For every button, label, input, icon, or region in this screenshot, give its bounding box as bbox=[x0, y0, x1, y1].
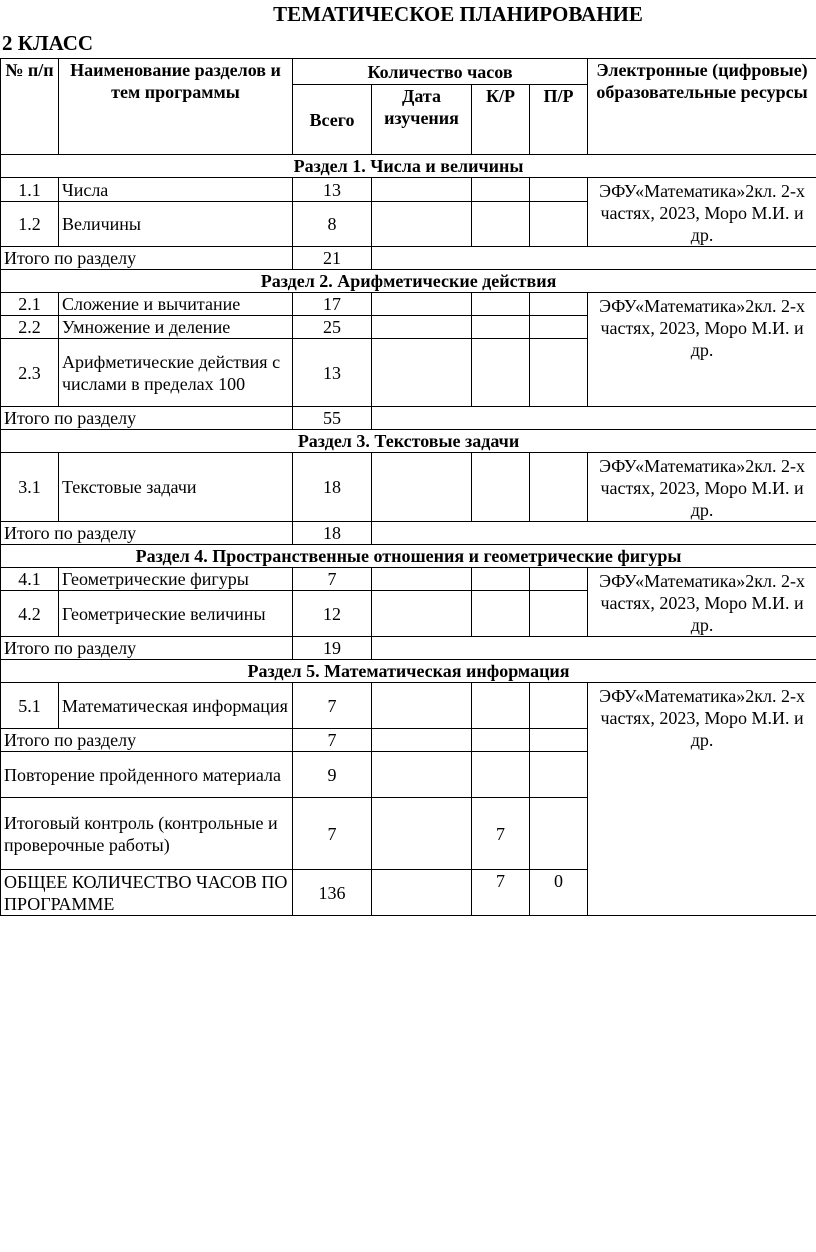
grand-total-label: ОБЩЕЕ КОЛИЧЕСТВО ЧАСОВ ПО ПРОГРАММЕ bbox=[1, 870, 293, 916]
grand-total-pr: 0 bbox=[530, 870, 588, 916]
grand-total-hours: 136 bbox=[293, 870, 372, 916]
final-control-hours: 7 bbox=[293, 798, 372, 870]
resource-cell: ЭФУ«Математика»2кл. 2-х частях, 2023, Моро М.И. и др. bbox=[588, 453, 816, 522]
resource-cell: ЭФУ«Математика»2кл. 2-х частях, 2023, Моро М.И. и др. bbox=[588, 568, 816, 637]
header-resources: Электронные (цифровые) образовательные ресурсы bbox=[588, 59, 816, 155]
resource-cell: ЭФУ«Математика»2кл. 2-х частях, 2023, Моро М.И. и др. bbox=[588, 293, 816, 407]
row-hours: 18 bbox=[293, 453, 372, 522]
row-hours: 13 bbox=[293, 178, 372, 202]
row-name: Числа bbox=[59, 178, 293, 202]
page-title: ТЕМАТИЧЕСКОЕ ПЛАНИРОВАНИЕ bbox=[273, 2, 643, 26]
row-name: Величины bbox=[59, 202, 293, 247]
subtotal-label: Итого по разделу bbox=[1, 247, 293, 270]
header-date: Дата изучения bbox=[372, 85, 472, 155]
header-hours: Количество часов bbox=[293, 59, 588, 85]
row-num: 2.1 bbox=[1, 293, 59, 316]
row-hours: 12 bbox=[293, 591, 372, 637]
grand-total-kr: 7 bbox=[472, 870, 530, 916]
header-total: Всего bbox=[293, 85, 372, 155]
section-title: Раздел 4. Пространственные отношения и геометрические фигуры bbox=[1, 545, 816, 568]
row-name: Текстовые задачи bbox=[59, 453, 293, 522]
header-name: Наименование разделов и тем программы bbox=[59, 59, 293, 155]
row-num: 5.1 bbox=[1, 683, 59, 729]
row-num: 2.2 bbox=[1, 316, 59, 339]
row-num: 3.1 bbox=[1, 453, 59, 522]
final-control-label: Итоговый контроль (контрольные и проверочные работы) bbox=[1, 798, 293, 870]
row-num: 1.2 bbox=[1, 202, 59, 247]
row-num: 4.2 bbox=[1, 591, 59, 637]
subtotal-hours: 21 bbox=[293, 247, 372, 270]
header-kr: К/Р bbox=[472, 85, 530, 155]
planning-table bbox=[0, 58, 816, 916]
row-hours: 17 bbox=[293, 293, 372, 316]
subtotal-label: Итого по разделу bbox=[1, 407, 293, 430]
row-name: Умножение и деление bbox=[59, 316, 293, 339]
section-title: Раздел 2. Арифметические действия bbox=[1, 270, 816, 293]
subtotal-hours: 7 bbox=[293, 729, 372, 752]
row-name: Арифметические действия с числами в пределах 100 bbox=[59, 339, 293, 407]
subtotal-label: Итого по разделу bbox=[1, 522, 293, 545]
resource-cell: ЭФУ«Математика»2кл. 2-х частях, 2023, Моро М.И. и др. bbox=[588, 683, 816, 916]
section-title: Раздел 5. Математическая информация bbox=[1, 660, 816, 683]
subtotal-hours: 18 bbox=[293, 522, 372, 545]
row-name: Математическая информация bbox=[59, 683, 293, 729]
subtotal-hours: 55 bbox=[293, 407, 372, 430]
review-label: Повторение пройденного материала bbox=[1, 752, 293, 798]
resource-cell: ЭФУ«Математика»2кл. 2-х частях, 2023, Моро М.И. и др. bbox=[588, 178, 816, 247]
row-hours: 13 bbox=[293, 339, 372, 407]
section-title: Раздел 3. Текстовые задачи bbox=[1, 430, 816, 453]
final-control-kr: 7 bbox=[472, 798, 530, 870]
section-title: Раздел 1. Числа и величины bbox=[1, 155, 816, 178]
row-name: Геометрические величины bbox=[59, 591, 293, 637]
subtotal-label: Итого по разделу bbox=[1, 637, 293, 660]
review-hours: 9 bbox=[293, 752, 372, 798]
row-hours: 7 bbox=[293, 568, 372, 591]
row-name: Сложение и вычитание bbox=[59, 293, 293, 316]
row-hours: 8 bbox=[293, 202, 372, 247]
subtotal-label: Итого по разделу bbox=[1, 729, 293, 752]
grade-heading: 2 КЛАСС bbox=[2, 31, 94, 55]
row-num: 4.1 bbox=[1, 568, 59, 591]
row-hours: 7 bbox=[293, 683, 372, 729]
row-num: 2.3 bbox=[1, 339, 59, 407]
subtotal-hours: 19 bbox=[293, 637, 372, 660]
header-num: № п/п bbox=[1, 59, 59, 155]
header-pr: П/Р bbox=[530, 85, 588, 155]
row-hours: 25 bbox=[293, 316, 372, 339]
row-num: 1.1 bbox=[1, 178, 59, 202]
row-name: Геометрические фигуры bbox=[59, 568, 293, 591]
